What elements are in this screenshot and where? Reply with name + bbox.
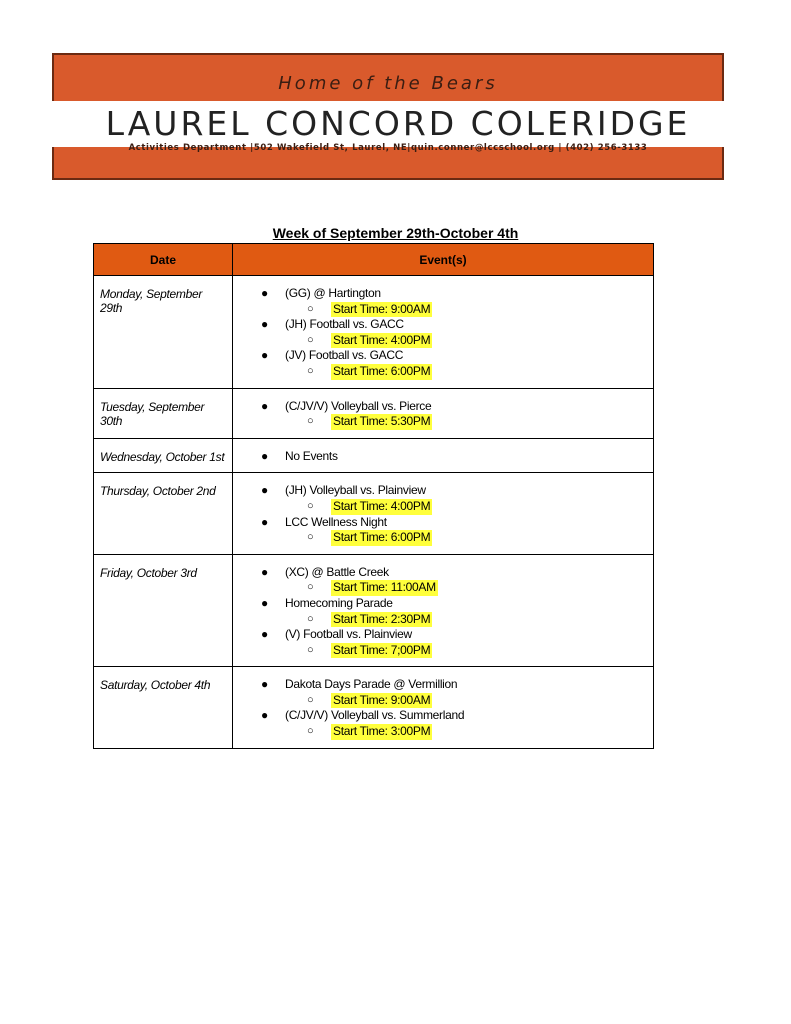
date-cell: Tuesday, September 30th — [94, 388, 233, 438]
schedule-body — [94, 276, 654, 749]
event-item — [233, 286, 653, 302]
table-row — [94, 667, 654, 748]
start-time-text: Start Time: 4:00PM — [333, 332, 431, 347]
event-item — [233, 515, 653, 531]
bullet-icon: ● — [261, 514, 269, 529]
bullet-icon: ● — [261, 627, 269, 642]
bullet-icon: ● — [261, 398, 269, 413]
event-name: No Events — [285, 448, 338, 463]
circle-bullet-icon: ○ — [307, 499, 314, 512]
event-name: (C/JV/V) Volleyball vs. Summerland — [285, 708, 465, 723]
circle-bullet-icon: ○ — [307, 364, 314, 377]
event-name: Homecoming Parade — [285, 595, 393, 610]
bullet-icon: ● — [261, 286, 269, 300]
date-cell: Saturday, October 4th — [94, 667, 233, 748]
events-cell — [233, 473, 654, 554]
event-item — [233, 449, 653, 465]
circle-bullet-icon: ○ — [307, 302, 314, 315]
column-header-date: Date — [94, 244, 233, 276]
header-banner — [52, 53, 724, 180]
event-item — [233, 399, 653, 415]
event-start-time — [233, 530, 653, 546]
table-row — [94, 388, 654, 438]
banner-tagline: Home of the Bears — [278, 73, 498, 94]
event-name: Dakota Days Parade @ Vermillion — [285, 677, 458, 692]
event-item — [233, 677, 653, 693]
event-start-time — [233, 499, 653, 515]
event-start-time — [233, 364, 653, 380]
bullet-icon: ● — [261, 677, 269, 692]
events-cell — [233, 667, 654, 748]
event-start-time — [233, 724, 653, 740]
start-time-text: Start Time: 5:30PM — [333, 414, 431, 429]
event-item — [233, 317, 653, 333]
start-time-text: Start Time: 2:30PM — [333, 611, 431, 626]
event-start-time — [233, 414, 653, 430]
bullet-icon: ● — [261, 483, 269, 498]
circle-bullet-icon: ○ — [307, 333, 314, 346]
event-name: (XC) @ Battle Creek — [285, 564, 389, 579]
banner-contact-info: Activities Department |502 Wakefield St, Laurel, NE|quin.conner@lccschool.org | (402) 256-3133 — [128, 143, 648, 153]
circle-bullet-icon: ○ — [307, 415, 314, 428]
event-item — [233, 483, 653, 499]
event-name: (V) Football vs. Plainview — [285, 627, 412, 642]
events-cell — [233, 276, 654, 389]
start-time-text: Start Time: 3:00PM — [333, 724, 431, 739]
date-cell: Thursday, October 2nd — [94, 473, 233, 554]
circle-bullet-icon: ○ — [307, 612, 314, 625]
event-name: (JH) Football vs. GACC — [285, 317, 404, 332]
table-row — [94, 554, 654, 667]
start-time-text: Start Time: 9:00AM — [333, 692, 431, 707]
schedule-table — [93, 243, 654, 749]
bullet-icon: ● — [261, 595, 269, 610]
table-row — [94, 276, 654, 389]
start-time-text: Start Time: 7;00PM — [333, 642, 431, 657]
event-item — [233, 596, 653, 612]
start-time-text: Start Time: 6:00PM — [333, 363, 431, 378]
bullet-icon: ● — [261, 348, 269, 363]
events-cell — [233, 388, 654, 438]
date-cell: Wednesday, October 1st — [94, 438, 233, 473]
bullet-icon: ● — [261, 564, 269, 579]
events-cell — [233, 554, 654, 667]
event-start-time — [233, 643, 653, 659]
table-header-row — [94, 244, 654, 276]
table-row — [94, 473, 654, 554]
circle-bullet-icon: ○ — [307, 581, 314, 594]
event-start-time — [233, 693, 653, 709]
week-title: Week of September 29th-October 4th — [272, 225, 519, 241]
event-start-time — [233, 580, 653, 596]
date-cell: Friday, October 3rd — [94, 554, 233, 667]
bullet-icon: ● — [261, 317, 269, 332]
start-time-text: Start Time: 4:00PM — [333, 498, 431, 513]
event-name: (GG) @ Hartington — [285, 286, 381, 300]
events-cell — [233, 438, 654, 473]
event-name: (JV) Football vs. GACC — [285, 348, 404, 363]
event-item — [233, 708, 653, 724]
circle-bullet-icon: ○ — [307, 693, 314, 706]
circle-bullet-icon: ○ — [307, 531, 314, 544]
event-name: (C/JV/V) Volleyball vs. Pierce — [285, 398, 432, 413]
start-time-text: Start Time: 11:00AM — [333, 580, 436, 595]
circle-bullet-icon: ○ — [307, 725, 314, 738]
event-name: (JH) Volleyball vs. Plainview — [285, 483, 426, 498]
start-time-text: Start Time: 6:00PM — [333, 530, 431, 545]
event-start-time — [233, 302, 653, 318]
event-item — [233, 348, 653, 364]
date-cell: Monday, September 29th — [94, 276, 233, 389]
event-item — [233, 627, 653, 643]
bullet-icon: ● — [261, 448, 269, 463]
school-name: LAUREL CONCORD COLERIDGE — [105, 104, 691, 143]
circle-bullet-icon: ○ — [307, 643, 314, 656]
bullet-icon: ● — [261, 708, 269, 723]
event-item — [233, 565, 653, 581]
table-row — [94, 438, 654, 473]
event-name: LCC Wellness Night — [285, 514, 387, 529]
column-header-events: Event(s) — [233, 244, 654, 276]
start-time-text: Start Time: 9:00AM — [333, 301, 431, 316]
event-start-time — [233, 612, 653, 628]
event-start-time — [233, 333, 653, 349]
